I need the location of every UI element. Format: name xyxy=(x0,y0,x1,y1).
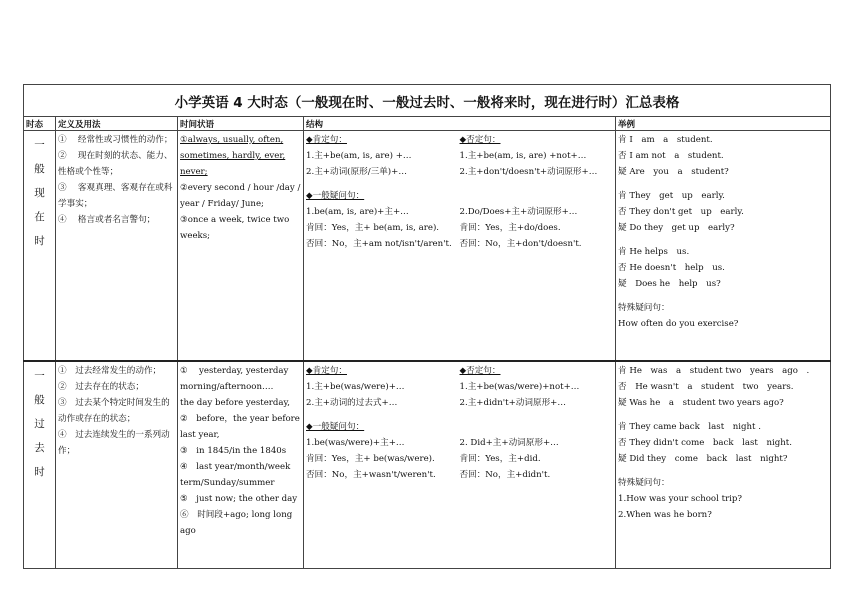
structure-line: 肯回：Yes，主+did. xyxy=(459,454,541,464)
time-word-item: ⑥ 时间段+ago; long long ago xyxy=(180,510,293,536)
structure-line: 2.Do/Does+主+动词原形+… xyxy=(459,207,578,217)
definition-item: ① 过去经常发生的动作； xyxy=(58,366,162,376)
example-line: 否 He wasn't a student two years. xyxy=(618,382,794,392)
structure-line: 2. Did+主+动词原形+… xyxy=(459,438,559,448)
header-definition: 定义及用法 xyxy=(56,117,178,131)
definition-item: ③ 过去某个特定时间发生的动作或存在的状态； xyxy=(58,398,170,424)
time-word-item: ① yesterday, yesterday morning/afternoon…. xyxy=(180,366,289,392)
structure-line: 否回：No，主+didn't. xyxy=(459,470,551,480)
table-row-simple-past xyxy=(24,361,831,569)
tense-char: 去 xyxy=(34,442,45,454)
structure-line: 肯回：Yes，主+do/does. xyxy=(459,223,561,233)
structure-line: 否回：No，主+don't/doesn't. xyxy=(459,239,582,249)
example-line: 否 I am not a student. xyxy=(618,151,724,161)
structure-line: 1.主+be(was/were)+not+… xyxy=(459,382,580,392)
definition-cell xyxy=(56,361,178,569)
example-line: 否 He doesn't help us. xyxy=(618,263,725,273)
time-word-item: ③once a week, twice two weeks; xyxy=(180,215,290,241)
example-line: 疑 Does he help us? xyxy=(618,279,721,289)
structure-line: 否回：No，主+wasn't/weren't. xyxy=(306,470,436,480)
example-line: 1.How was your school trip? xyxy=(618,494,742,504)
definition-item: ④ 过去连续发生的一系列动作； xyxy=(58,430,170,456)
time-words-cell xyxy=(178,131,304,362)
example-line: 肯 They came back last night . xyxy=(618,422,761,432)
example-line: 疑 Are you a student? xyxy=(618,167,729,177)
example-line: 特殊疑问句： xyxy=(618,303,670,313)
time-word-item: ②every second / hour /day / year / Friday/ June; xyxy=(180,183,301,209)
structure-line: 肯回：Yes，主+ be(was/were). xyxy=(306,454,435,464)
structure-line: 否回：No，主+am not/isn't/aren't. xyxy=(306,239,452,249)
example-line: 否 They didn't come back last night. xyxy=(618,438,792,448)
tense-summary-table xyxy=(23,84,831,569)
structure-line: 2.主+didn't+动词原形+… xyxy=(459,398,566,408)
tense-char: 般 xyxy=(34,394,45,406)
header-tense: 时态 xyxy=(24,117,56,131)
header-structure: 结构 xyxy=(304,117,616,131)
tense-char: 一 xyxy=(34,139,45,151)
tense-char: 在 xyxy=(34,211,45,223)
question-title: ◆一般疑问句： xyxy=(306,191,365,201)
tense-char: 般 xyxy=(34,163,45,175)
question-title: ◆一般疑问句： xyxy=(306,422,365,432)
example-line: 肯 I am a student. xyxy=(618,135,713,145)
structure-line: 1.主+be(am, is, are) +… xyxy=(306,151,412,161)
document-title: 小学英语 4 大时态（一般现在时、一般过去时、一般将来时，现在进行时）汇总表格 xyxy=(24,85,831,117)
structure-line: 1.be(am, is, are)+主+… xyxy=(306,207,409,217)
definition-item: ④ 格言或者名言警句； xyxy=(58,215,156,225)
structure-line: 1.be(was/were)+主+… xyxy=(306,438,405,448)
example-line: 否 They don't get up early. xyxy=(618,207,744,217)
definition-item: ② 过去存在的状态； xyxy=(58,382,144,392)
example-line: 肯 He was a student two years ago . xyxy=(618,366,810,376)
example-line: 疑 Was he a student two years ago? xyxy=(618,398,784,408)
tense-char: 一 xyxy=(34,370,45,382)
structure-line: 2.主+don't/doesn't+动词原形+… xyxy=(459,167,598,177)
affirmative-title: ◆肯定句： xyxy=(306,135,347,145)
time-word-item: ④ last year/month/week term/Sunday/summer xyxy=(180,462,291,488)
examples-cell xyxy=(616,361,831,569)
definition-item: ① 经常性或习惯性的动作； xyxy=(58,135,173,145)
example-line: 特殊疑问句： xyxy=(618,478,670,488)
structure-line: 1.主+be(was/were)+… xyxy=(306,382,405,392)
structure-line: 肯回：Yes，主+ be(am, is, are). xyxy=(306,223,440,233)
example-line: 肯 He helps us. xyxy=(618,247,690,257)
tense-char: 现 xyxy=(34,187,45,199)
structure-cell xyxy=(304,361,616,569)
header-time-words: 时间状语 xyxy=(178,117,304,131)
tense-name-cell xyxy=(24,361,56,569)
definition-cell xyxy=(56,131,178,362)
structure-cell xyxy=(304,131,616,362)
example-line: 肯 They get up early. xyxy=(618,191,725,201)
time-words-cell xyxy=(178,361,304,569)
time-word-item: ⑤ just now; the other day xyxy=(180,494,298,504)
example-line: 2.When was he born? xyxy=(618,510,712,520)
examples-cell xyxy=(616,131,831,362)
affirmative-title: ◆肯定句： xyxy=(306,366,347,376)
time-word-item: the day before yesterday, xyxy=(180,398,290,408)
definition-item: ② 现在时刻的状态、能力、性格或个性等； xyxy=(58,151,173,177)
table-row-simple-present xyxy=(24,131,831,362)
structure-line: 1.主+be(am, is, are) +not+… xyxy=(459,151,587,161)
table-header-row xyxy=(24,117,831,131)
time-word-item: ①always, usually, often, sometimes, hardly, ever, never; xyxy=(180,135,286,177)
example-line: 疑 Did they come back last night? xyxy=(618,454,788,464)
header-examples: 举例 xyxy=(616,117,831,131)
structure-line: 2.主+动词(原形/三单)+… xyxy=(306,167,407,177)
time-word-item: ③ in 1845/in the 1840s xyxy=(180,446,287,456)
structure-line: 2.主+动词的过去式+… xyxy=(306,398,398,408)
tense-char: 时 xyxy=(34,235,45,247)
tense-char: 过 xyxy=(34,418,45,430)
tense-name-cell xyxy=(24,131,56,362)
example-line: How often do you exercise? xyxy=(618,319,739,329)
negative-title: ◆否定句： xyxy=(459,366,501,376)
definition-item: ③ 客观真理、客观存在或科学事实； xyxy=(58,183,173,209)
tense-char: 时 xyxy=(34,466,45,478)
example-line: 疑 Do they get up early? xyxy=(618,223,735,233)
negative-title: ◆否定句： xyxy=(459,135,501,145)
time-word-item: ② before，the year before last year, xyxy=(180,414,300,440)
